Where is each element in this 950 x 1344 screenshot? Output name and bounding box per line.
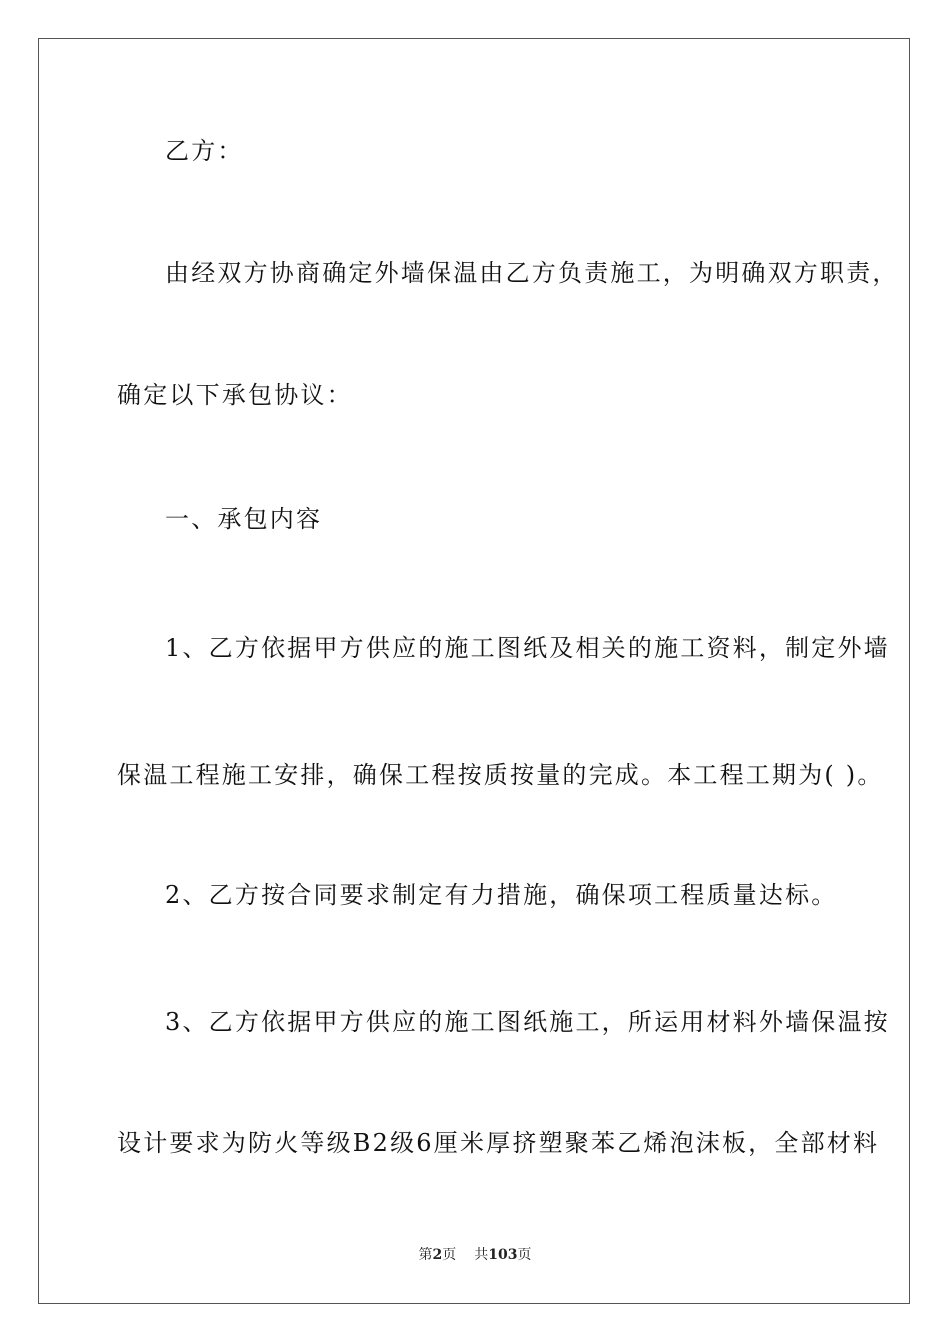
body-paragraph-line: 由经双方协商确定外墙保温由乙方负责施工，为明确双方职责， (165, 259, 899, 287)
footer-total-suffix: 页 (517, 1247, 532, 1263)
footer-page-number: 2 (432, 1247, 443, 1263)
clause-line: 3、乙方依据甲方供应的施工图纸施工，所运用材料外墙保温按 (165, 1008, 890, 1036)
section-heading: 一、承包内容 (165, 505, 323, 533)
clause-line: 设计要求为防火等级B2级6厘米厚挤塑聚苯乙烯泡沫板，全部材料 (117, 1129, 880, 1157)
clause-line: 1、乙方依据甲方供应的施工图纸及相关的施工资料，制定外墙 (165, 634, 890, 662)
clause-line: 保温工程施工安排，确保工程按质按量的完成。本工程工期为( )。 (117, 761, 884, 789)
footer-total-pages: 103 (488, 1247, 518, 1263)
footer-page-prefix: 第 (418, 1247, 433, 1263)
footer-page-suffix: 页 (442, 1247, 457, 1263)
page-border (38, 38, 910, 1304)
clause-line: 2、乙方按合同要求制定有力措施，确保项工程质量达标。 (165, 881, 838, 909)
body-paragraph-line: 确定以下承包协议： (117, 381, 353, 409)
page-footer (0, 1246, 950, 1264)
party-b-label: 乙方： (165, 137, 244, 165)
footer-total-prefix: 共 (474, 1247, 489, 1263)
